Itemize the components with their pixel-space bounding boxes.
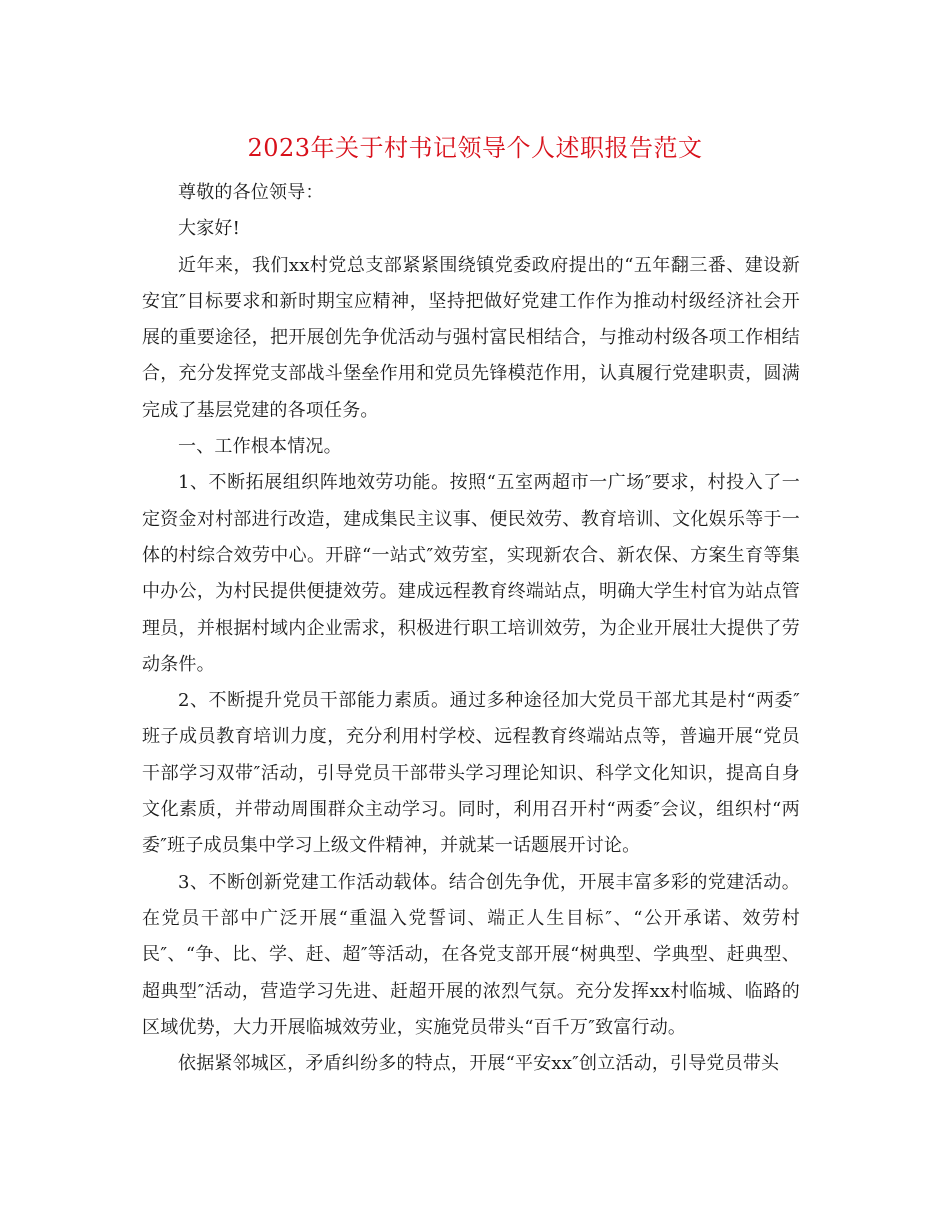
greeting: 大家好! [178, 218, 241, 240]
paragraph-continuation: 依据紧邻城区，矛盾纠纷多的特点，开展“平安xx″创立活动，引导党员带头 [178, 1053, 780, 1075]
paragraph-item-2: 2、不断提升党员干部能力素质。通过多种途径加大党员干部尤其是村“两委″班子成员教育培训力度，充分利用村学校、远程教育终端站点等，普遍开展“党员干部学习双带″活动，引导党员干部带头学习理论知识、科学文化知识，提高自身文化素质，并带动周围群众主动学习。同时，利用召开村“两委″会议，组织村“两委″班子成员集中学习上级文件精神，并就某一话题展开讨论。 [142, 690, 800, 857]
document-title: 2023年关于村书记领导个人述职报告范文 [247, 134, 703, 162]
document-body [142, 175, 800, 1082]
section-heading: 一、工作根本情况。 [178, 436, 342, 458]
paragraph-item-3: 3、不断创新党建工作活动载体。结合创先争优，开展丰富多彩的党建活动。在党员干部中广泛开展“重温入党誓词、端正人生目标″、“公开承诺、效劳村民″、“争、比、学、赶、超″等活动，在各党支部开展“树典型、学典型、赶典型、超典型″活动，营造学习先进、赶超开展的浓烈气氛。充分发挥xx村临城、临路的区域优势，大力开展临城效劳业，实施党员带头“百千万″致富行动。 [142, 871, 800, 1038]
paragraph-intro: 近年来，我们xx村党总支部紧紧围绕镇党委政府提出的“五年翻三番、建设新安宜″目标要求和新时期宝应精神，坚持把做好党建工作作为推动村级经济社会开展的重要途径，把开展创先争优活动与强村富民相结合，与推动村级各项工作相结合，充分发挥党支部战斗堡垒作用和党员先锋模范作用，认真履行党建职责，圆满完成了基层党建的各项任务。 [142, 254, 800, 421]
paragraph-item-1: 1、不断拓展组织阵地效劳功能。按照“五室两超市一广场″要求，村投入了一定资金对村部进行改造，建成集民主议事、便民效劳、教育培训、文化娱乐等于一体的村综合效劳中心。开辟“一站式″效劳室，实现新农合、新农保、方案生育等集中办公，为村民提供便捷效劳。建成远程教育终端站点，明确大学生村官为站点管理员，并根据村域内企业需求，积极进行职工培训效劳，为企业开展壮大提供了劳动条件。 [142, 472, 800, 675]
salutation: 尊敬的各位领导： [178, 182, 324, 203]
